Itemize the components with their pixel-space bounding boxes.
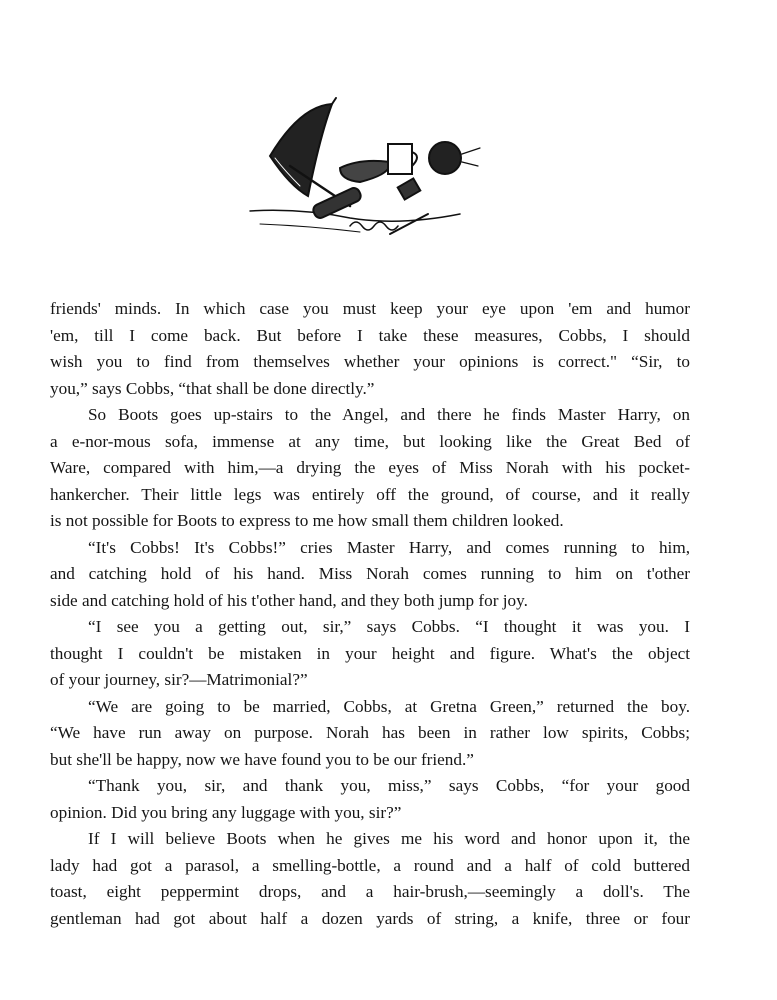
knife-icon xyxy=(390,214,428,234)
text-line: Ware, compared with him,—a drying the eyes of Miss Norah with his pocket- xyxy=(50,458,690,477)
text-line: opinion. Did you bring any luggage with you, sir?” xyxy=(50,802,402,822)
text-line: friends' minds. In which case you must keep your eye upon 'em and humor xyxy=(50,299,690,318)
text-line: lady had got a parasol, a smelling-bottle, a round and a half of cold buttered xyxy=(50,855,690,875)
text-line: side and catching hold of his t'other hand, and they both jump for joy. xyxy=(50,590,528,610)
text-line: “We have run away on purpose. Norah has been in rather low spirits, Cobbs; xyxy=(50,723,690,742)
text-line: thought I couldn't be mistaken in your height and figure. What's the object xyxy=(50,643,690,663)
text-line: a e-nor-mous sofa, immense at any time, but looking like the Great Bed of xyxy=(50,431,690,451)
string-icon xyxy=(350,222,398,230)
text-line: “I see you a getting out, sir,” says Cobbs. “I thought it was you. I xyxy=(88,617,690,636)
text-line: but she'll be happy, now we have found you to be our friend.” xyxy=(50,749,474,769)
text-line: 'em, till I come back. But before I take these measures, Cobbs, I should xyxy=(50,325,690,345)
text-line: So Boots goes up-stairs to the Angel, and there he finds Master Harry, on xyxy=(88,405,690,424)
text-line: wish you to find from themselves whether your opinions is correct." “Sir, to xyxy=(50,352,690,371)
text-line: If I will believe Boots when he gives me his word and honor upon it, the xyxy=(88,829,690,848)
text-line: “We are going to be married, Cobbs, at Gretna Green,” returned the boy. xyxy=(88,696,690,716)
text-line: gentleman had got about half a dozen yards of string, a knife, three or four xyxy=(50,908,690,928)
parasol-icon xyxy=(270,104,332,196)
text-line: “It's Cobbs! It's Cobbs!” cries Master Harry, and comes running to him, xyxy=(88,537,690,557)
bottle-icon xyxy=(340,161,390,182)
body-text xyxy=(50,296,690,932)
hair-brush-icon xyxy=(311,186,362,220)
text-line: of your journey, sir?—Matrimonial?” xyxy=(50,670,308,689)
text-line: you,” says Cobbs, “that shall be done directly.” xyxy=(50,378,375,398)
text-line: toast, eight peppermint drops, and a hair-brush,—seemingly a doll's. The xyxy=(50,882,690,901)
vignette-icon xyxy=(240,96,500,246)
text-line: “Thank you, sir, and thank you, miss,” says Cobbs, “for your good xyxy=(88,776,690,795)
ball-icon xyxy=(429,142,461,174)
text-line: and catching hold of his hand. Miss Norah comes running to him on t'other xyxy=(50,564,690,583)
mug-icon xyxy=(388,144,412,174)
box-icon xyxy=(398,178,421,199)
text-line: is not possible for Boots to express to me how small them children looked. xyxy=(50,511,564,530)
text-line: hankercher. Their little legs was entirely off the ground, of course, and it really xyxy=(50,484,690,504)
